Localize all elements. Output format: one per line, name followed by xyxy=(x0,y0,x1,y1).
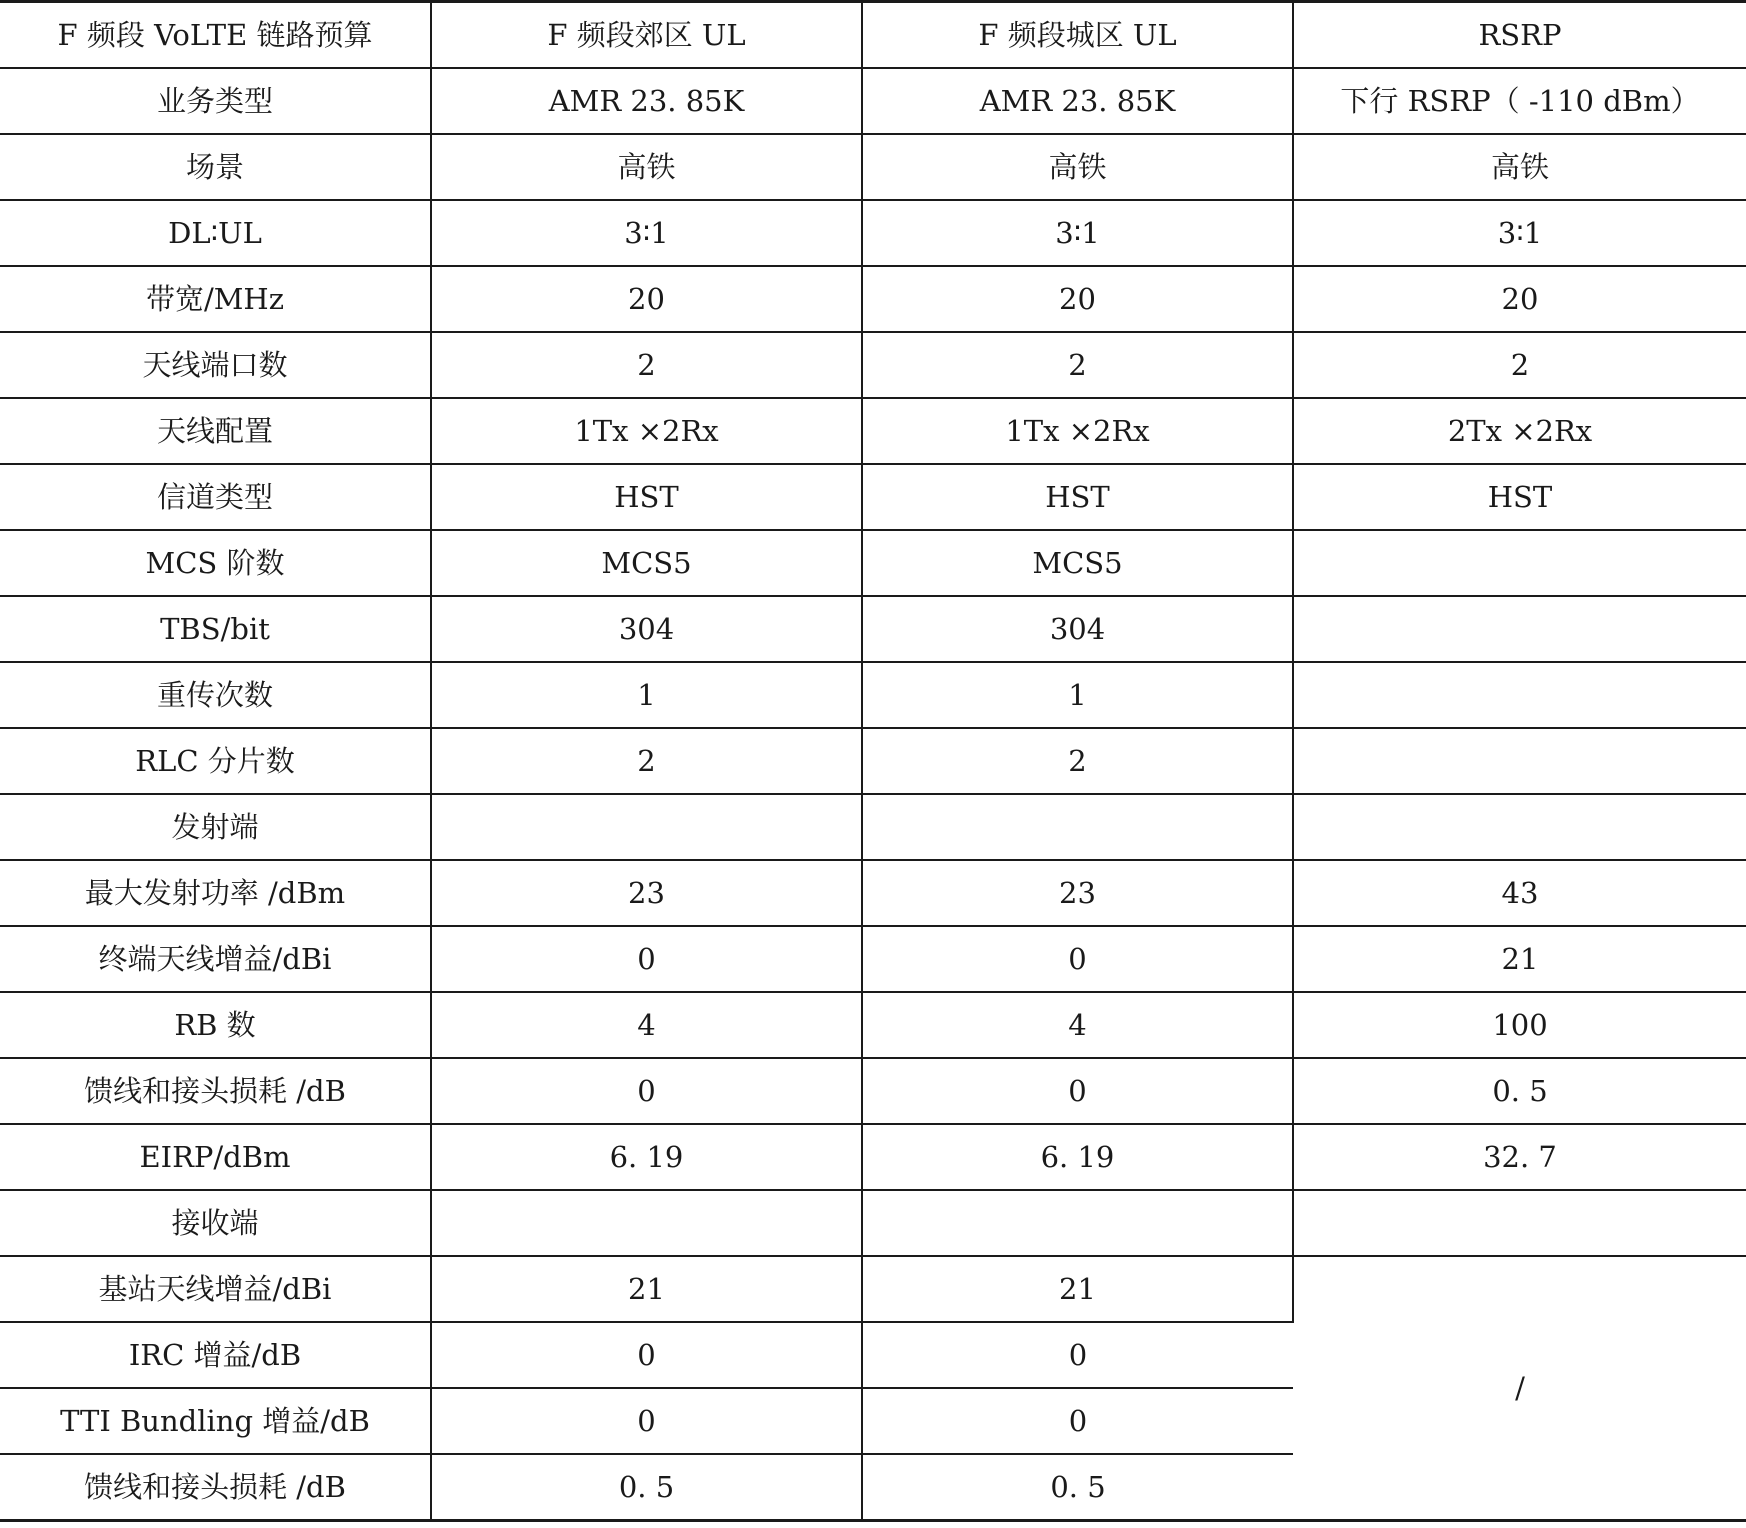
row-label-cell: 重传次数 xyxy=(0,662,431,728)
row-label-cell: DL∶UL xyxy=(0,200,431,266)
table-header-row xyxy=(0,2,1746,69)
table-row xyxy=(0,662,1746,728)
table-cell: 0 xyxy=(431,926,862,992)
table-cell: 21 xyxy=(862,1256,1293,1322)
table-cell: 100 xyxy=(1293,992,1746,1058)
table-row xyxy=(0,596,1746,662)
table-cell: 3∶1 xyxy=(1293,200,1746,266)
table-row xyxy=(0,200,1746,266)
table-cell: 6. 19 xyxy=(862,1124,1293,1190)
table-row xyxy=(0,1058,1746,1124)
row-label-cell: 基站天线增益/dBi xyxy=(0,1256,431,1322)
header-cell: F 频段郊区 UL xyxy=(431,2,862,69)
table-cell: HST xyxy=(862,464,1293,530)
table-row xyxy=(0,794,1746,860)
table-cell: 0 xyxy=(862,926,1293,992)
table-cell xyxy=(431,794,862,860)
header-cell: RSRP xyxy=(1293,2,1746,69)
table-cell: 20 xyxy=(1293,266,1746,332)
table-row xyxy=(0,134,1746,200)
table-cell: HST xyxy=(431,464,862,530)
link-budget-table-body xyxy=(0,2,1746,1521)
table-cell xyxy=(1293,662,1746,728)
table-row xyxy=(0,398,1746,464)
table-cell: 0 xyxy=(431,1388,862,1454)
table-cell: 高铁 xyxy=(1293,134,1746,200)
table-cell: 2 xyxy=(862,332,1293,398)
row-label-cell: 场景 xyxy=(0,134,431,200)
table-row xyxy=(0,332,1746,398)
row-label-cell: MCS 阶数 xyxy=(0,530,431,596)
row-label-cell: 终端天线增益/dBi xyxy=(0,926,431,992)
table-cell: 3∶1 xyxy=(862,200,1293,266)
table-cell: 2Tx ×2Rx xyxy=(1293,398,1746,464)
header-cell: F 频段城区 UL xyxy=(862,2,1293,69)
table-cell: 1 xyxy=(431,662,862,728)
table-cell xyxy=(862,794,1293,860)
row-label-cell: 接收端 xyxy=(0,1190,431,1256)
table-row xyxy=(0,728,1746,794)
table-cell: 4 xyxy=(431,992,862,1058)
table-cell: 23 xyxy=(862,860,1293,926)
row-label-cell: TBS/bit xyxy=(0,596,431,662)
table-cell: 0. 5 xyxy=(1293,1058,1746,1124)
table-cell: 0. 5 xyxy=(431,1454,862,1521)
row-label-cell: RB 数 xyxy=(0,992,431,1058)
table-cell: 6. 19 xyxy=(431,1124,862,1190)
table-cell: MCS5 xyxy=(431,530,862,596)
table-cell: 304 xyxy=(431,596,862,662)
row-label-cell: TTI Bundling 增益/dB xyxy=(0,1388,431,1454)
table-cell: 2 xyxy=(862,728,1293,794)
table-row xyxy=(0,1190,1746,1256)
table-cell: 0. 5 xyxy=(862,1454,1293,1521)
table-cell: 高铁 xyxy=(431,134,862,200)
row-label-cell: 信道类型 xyxy=(0,464,431,530)
table-cell: 0 xyxy=(862,1388,1293,1454)
table-cell xyxy=(1293,794,1746,860)
table-cell: 1 xyxy=(862,662,1293,728)
table-row xyxy=(0,1256,1746,1322)
table-cell: 0 xyxy=(431,1058,862,1124)
row-label-cell: 带宽/MHz xyxy=(0,266,431,332)
table-cell: 20 xyxy=(431,266,862,332)
table-cell: 23 xyxy=(431,860,862,926)
table-cell: 4 xyxy=(862,992,1293,1058)
table-cell: 0 xyxy=(862,1058,1293,1124)
row-label-cell: 发射端 xyxy=(0,794,431,860)
table-cell xyxy=(862,1190,1293,1256)
row-label-cell: 天线端口数 xyxy=(0,332,431,398)
table-cell: / xyxy=(1293,1256,1746,1521)
table-row xyxy=(0,992,1746,1058)
table-cell: 1Tx ×2Rx xyxy=(431,398,862,464)
table-cell: 21 xyxy=(1293,926,1746,992)
table-cell: 32. 7 xyxy=(1293,1124,1746,1190)
table-row xyxy=(0,926,1746,992)
row-label-cell: IRC 增益/dB xyxy=(0,1322,431,1388)
table-cell: 20 xyxy=(862,266,1293,332)
row-label-cell: 馈线和接头损耗 /dB xyxy=(0,1058,431,1124)
table-cell: 0 xyxy=(431,1322,862,1388)
table-cell: 下行 RSRP（ -110 dBm） xyxy=(1293,68,1746,134)
row-label-cell: 业务类型 xyxy=(0,68,431,134)
table-row xyxy=(0,530,1746,596)
header-cell: F 频段 VoLTE 链路预算 xyxy=(0,2,431,69)
table-row xyxy=(0,266,1746,332)
table-cell: HST xyxy=(1293,464,1746,530)
table-row xyxy=(0,68,1746,134)
table-cell: 高铁 xyxy=(862,134,1293,200)
row-label-cell: RLC 分片数 xyxy=(0,728,431,794)
table-cell: 304 xyxy=(862,596,1293,662)
row-label-cell: 最大发射功率 /dBm xyxy=(0,860,431,926)
row-label-cell: 馈线和接头损耗 /dB xyxy=(0,1454,431,1521)
table-cell: 0 xyxy=(862,1322,1293,1388)
table-row xyxy=(0,464,1746,530)
table-row xyxy=(0,1124,1746,1190)
table-cell: AMR 23. 85K xyxy=(862,68,1293,134)
table-cell: 2 xyxy=(1293,332,1746,398)
table-cell xyxy=(1293,530,1746,596)
table-cell: 1Tx ×2Rx xyxy=(862,398,1293,464)
table-cell: 43 xyxy=(1293,860,1746,926)
table-row xyxy=(0,860,1746,926)
row-label-cell: 天线配置 xyxy=(0,398,431,464)
table-cell xyxy=(1293,728,1746,794)
table-cell: 2 xyxy=(431,728,862,794)
table-cell: AMR 23. 85K xyxy=(431,68,862,134)
table-cell xyxy=(1293,1190,1746,1256)
table-cell: MCS5 xyxy=(862,530,1293,596)
table-cell: 3∶1 xyxy=(431,200,862,266)
table-cell xyxy=(1293,596,1746,662)
row-label-cell: EIRP/dBm xyxy=(0,1124,431,1190)
table-cell xyxy=(431,1190,862,1256)
table-cell: 2 xyxy=(431,332,862,398)
table-cell: 21 xyxy=(431,1256,862,1322)
